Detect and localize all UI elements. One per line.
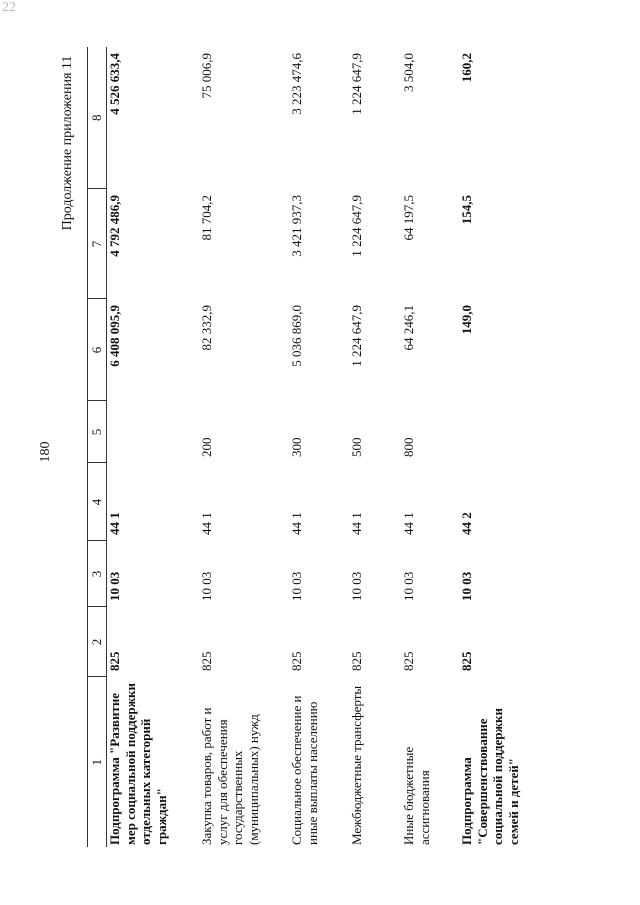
amount-cell: 64 246,1 [401,305,416,351]
row-name-cell: Подпрограмма "Развитие мер социальной поддержки отдельных категорий граждан" [107,682,169,845]
row-name-cell: Межбюджетные трансферты [349,685,364,845]
admin-code-cell: 825 [459,651,474,671]
program-code-cell: 44 1 [349,512,364,535]
table-row [289,47,349,847]
amount-cell: 3 421 937,3 [289,195,304,257]
expense-type-cell [107,401,200,463]
row-name-cell: Социальное обеспечение и иные выплаты населению [289,695,320,845]
appendix-note: Продолжение приложения 11 [60,55,75,231]
amount-cell: 1 224 647,9 [349,195,364,257]
amount-cell: 1 224 647,9 [349,305,364,367]
expense-type-cell: 800 [401,437,416,457]
amount-cell: 3 504,0 [401,53,416,92]
admin-code-cell: 825 [289,651,304,671]
admin-code-cell: 825 [401,651,416,671]
program-code-cell: 44 2 [459,512,474,535]
admin-code-cell: 825 [199,651,214,671]
header-cell: 4 [88,463,107,541]
section-code-cell: 10 03 [401,571,416,601]
amount-cell: 82 332,9 [199,305,214,351]
amount-cell: 3 223 474,6 [289,53,304,115]
table-row [459,47,559,847]
table-row [107,47,200,847]
amount-cell: 160,2 [459,53,474,83]
table-row [349,47,401,847]
section-code-cell: 10 03 [107,571,122,601]
page-number: 180 [38,441,53,463]
corner-mark: 22 [2,0,16,15]
amount-cell: 4 792 486,9 [107,195,122,257]
program-code-cell: 44 1 [107,512,122,535]
header-row [88,47,107,847]
table-row [199,47,289,847]
header-cell: 8 [88,47,107,189]
amount-cell: 149,0 [459,305,474,335]
rotated-table-container [87,47,640,847]
admin-code-cell: 825 [107,651,122,671]
header-cell: 1 [88,677,107,847]
section-code-cell: 10 03 [289,571,304,601]
budget-table [87,47,559,847]
amount-cell: 64 197,5 [401,195,416,241]
amount-cell: 75 006,9 [199,53,214,99]
amount-cell: 5 036 869,0 [289,305,304,367]
section-code-cell: 10 03 [199,571,214,601]
program-code-cell: 44 1 [401,512,416,535]
row-name-cell: Подпрограмма "Совершенствование социальной поддержки семей и детей" [459,708,521,845]
amount-cell: 6 408 095,9 [107,305,122,367]
header-cell: 3 [88,541,107,607]
row-name-cell: Закупка товаров, работ и услуг для обеспечения государственных (муниципальных) нужд [199,707,261,845]
header-cell: 2 [88,607,107,677]
row-name-cell: Иные бюджетные ассигнования [401,746,432,845]
program-code-cell: 44 1 [199,512,214,535]
amount-cell: 1 224 647,9 [349,53,364,115]
amount-cell: 81 704,2 [199,195,214,241]
expense-type-cell: 500 [349,437,364,457]
expense-type-cell: 200 [199,437,214,457]
admin-code-cell: 825 [349,651,364,671]
header-cell: 7 [88,189,107,299]
section-code-cell: 10 03 [459,571,474,601]
expense-type-cell [459,401,559,463]
amount-cell: 4 526 633,4 [107,53,122,115]
expense-type-cell: 300 [289,437,304,457]
amount-cell: 154,5 [459,195,474,225]
section-code-cell: 10 03 [349,571,364,601]
header-cell: 6 [88,299,107,401]
table-row [401,47,459,847]
header-cell: 5 [88,401,107,463]
program-code-cell: 44 1 [289,512,304,535]
